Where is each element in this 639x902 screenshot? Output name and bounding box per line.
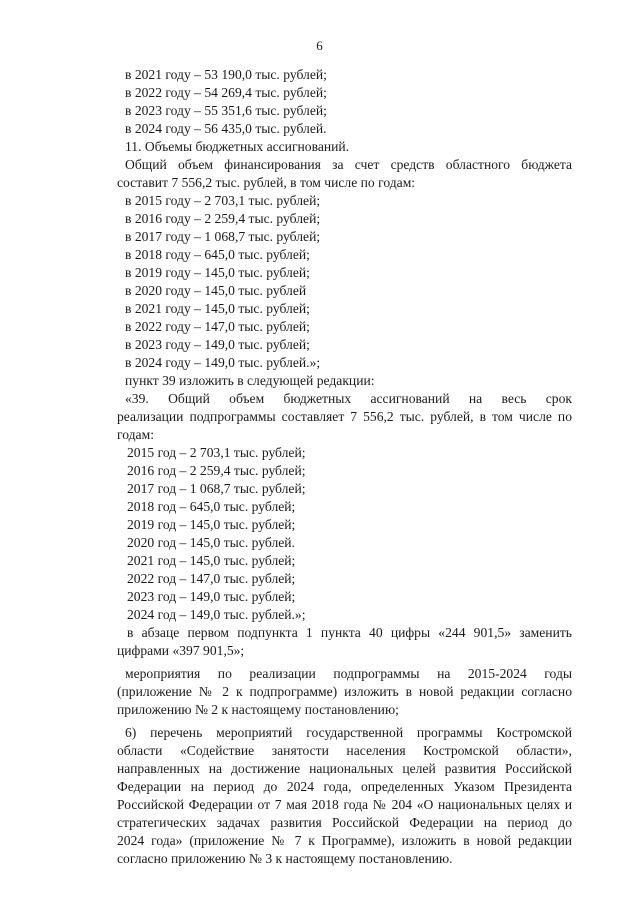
- page-number: 6: [316, 38, 323, 53]
- list-item: в 2017 году – 1 068,7 тыс. рублей;: [125, 229, 321, 244]
- list-item: 2018 год – 645,0 тыс. рублей;: [127, 499, 296, 514]
- paragraph-line: мероприятия по реализации подпрограммы на 2015-2024 годы: [125, 666, 572, 681]
- list-item: в 2016 году – 2 259,4 тыс. рублей;: [125, 211, 321, 226]
- paragraph-line: приложению № 2 к настоящему постановлению;: [117, 702, 399, 717]
- paragraph-line: реализации подпрограммы составляет 7 556,2 тыс. рублей, в том числе по: [117, 409, 572, 424]
- paragraph-line: направленных на достижение национальных целей развития Российской: [117, 761, 572, 776]
- paragraph-line: годам:: [117, 427, 154, 442]
- paragraph-line: Российской Федерации от 7 мая 2018 года № 204 «О национальных целях и: [117, 797, 572, 812]
- paragraph-line: согласно приложению № 3 к настоящему постановлению.: [117, 851, 453, 866]
- paragraph-line: стратегических задачах развития Российской Федерации на период до: [117, 815, 572, 830]
- list-item: 2023 год – 149,0 тыс. рублей;: [127, 589, 296, 604]
- list-item: 2022 год – 147,0 тыс. рублей;: [127, 571, 296, 586]
- paragraph-line: составит 7 556,2 тыс. рублей, в том числе по годам:: [117, 175, 416, 190]
- list-item: 2015 год – 2 703,1 тыс. рублей;: [127, 445, 306, 460]
- paragraph-line: 2024 года» (приложение № 7 к Программе), изложить в новой редакции: [117, 833, 572, 848]
- paragraph-line: «39. Общий объем бюджетных ассигнований на весь срок: [125, 391, 572, 406]
- paragraph-line: цифрами «397 901,5»;: [117, 643, 245, 658]
- paragraph-line: Общий объем финансирования за счет средств областного бюджета: [125, 157, 572, 172]
- list-item: в 2022 году – 147,0 тыс. рублей;: [125, 319, 310, 334]
- list-item: в 2024 году – 149,0 тыс. рублей.»;: [125, 355, 321, 370]
- list-item: в 2018 году – 645,0 тыс. рублей;: [125, 247, 310, 262]
- paragraph-line: (приложение № 2 к подпрограмме) изложить в новой редакции согласно: [117, 684, 572, 699]
- list-item: в 2021 году – 53 190,0 тыс. рублей;: [125, 67, 327, 82]
- paragraph-line: области «Содействие занятости населения Костромской области»,: [117, 743, 572, 758]
- list-item: 2019 год – 145,0 тыс. рублей;: [127, 517, 296, 532]
- list-item: 2024 год – 149,0 тыс. рублей.»;: [127, 607, 306, 622]
- list-item: в 2024 году – 56 435,0 тыс. рублей.: [125, 121, 327, 136]
- document-body: [117, 66, 572, 868]
- list-item: 2020 год – 145,0 тыс. рублей.: [127, 535, 295, 550]
- list-item: в 2020 году – 145,0 тыс. рублей: [125, 283, 307, 298]
- list-item: в 2015 году – 2 703,1 тыс. рублей;: [125, 193, 321, 208]
- list-item: в 2022 году – 54 269,4 тыс. рублей;: [125, 85, 327, 100]
- list-item: 2017 год – 1 068,7 тыс. рублей;: [127, 481, 306, 496]
- paragraph-line: в абзаце первом подпункта 1 пункта 40 цифры «244 901,5» заменить: [127, 625, 572, 640]
- list-item: в 2019 году – 145,0 тыс. рублей;: [125, 265, 310, 280]
- paragraph-line: 6) перечень мероприятий государственной программы Костромской: [125, 725, 572, 740]
- list-item: в 2023 году – 55 351,6 тыс. рублей;: [125, 103, 327, 118]
- list-item: 2016 год – 2 259,4 тыс. рублей;: [127, 463, 306, 478]
- section-heading: 11. Объемы бюджетных ассигнований.: [125, 139, 350, 154]
- list-item: 2021 год – 145,0 тыс. рублей;: [127, 553, 296, 568]
- list-item: в 2021 году – 145,0 тыс. рублей;: [125, 301, 310, 316]
- paragraph-line: Федерации на период до 2024 года, определенных Указом Президента: [117, 779, 572, 794]
- paragraph-line: пункт 39 изложить в следующей редакции:: [125, 373, 375, 388]
- list-item: в 2023 году – 149,0 тыс. рублей;: [125, 337, 310, 352]
